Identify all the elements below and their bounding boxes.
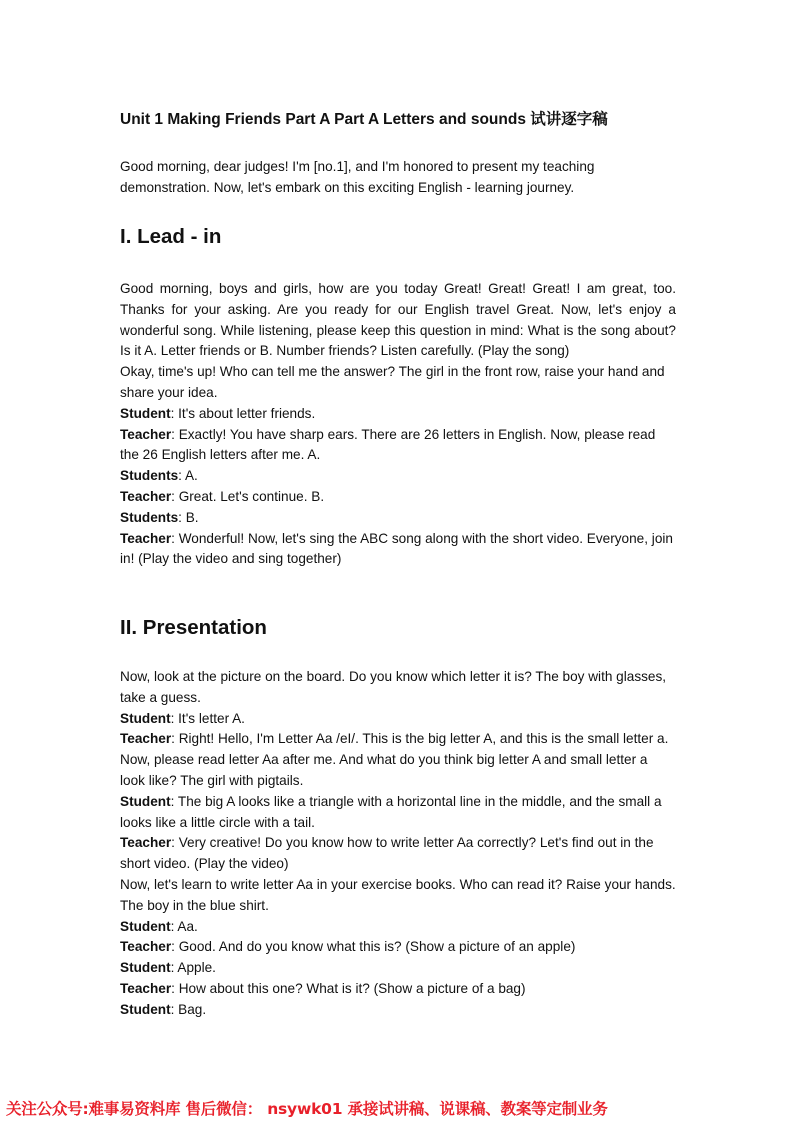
section-heading-lead-in: I. Lead - in bbox=[120, 225, 222, 248]
speaker-label: Student bbox=[120, 405, 171, 421]
speaker-label: Students bbox=[120, 468, 179, 484]
paragraph-text: Okay, time's up! Who can tell me the answer? The girl in the front row, raise your hand and share your idea. bbox=[120, 364, 665, 400]
dialogue-line bbox=[120, 404, 676, 425]
paragraph-text: : A. bbox=[178, 468, 198, 484]
paragraph-text: Good morning, boys and girls, how are you today Great! Great! Great! I am great, too. Thanks for your asking. Are you ready for our English travel Great. Now, let's enjoy a wonderful song. While listening, please keep this question in mind: What is the song about? Is it A. Letter friends or B. Number friends? Listen carefully. (Play the song) bbox=[120, 281, 676, 359]
speaker-label: Teacher bbox=[120, 939, 172, 955]
narration-paragraph bbox=[120, 667, 676, 709]
dialogue-line bbox=[120, 529, 676, 571]
paragraph-text: Now, let's learn to write letter Aa in your exercise books. Who can read it? Raise your hands. The boy in the blue shirt. bbox=[120, 876, 676, 913]
section-body-presentation bbox=[120, 667, 676, 1021]
speaker-label: Student bbox=[120, 793, 171, 809]
section-heading-presentation: II. Presentation bbox=[120, 616, 267, 639]
paragraph-text: : Very creative! Do you know how to write letter Aa correctly? Let's find out in the short video. (Play the video) bbox=[120, 835, 654, 872]
paragraph-text: : Great. Let's continue. B. bbox=[171, 488, 325, 504]
paragraph-text: : Bag. bbox=[170, 1001, 207, 1017]
footer-banner: 关注公众号:难事易资料库 售后微信： nsywk01 承接试讲稿、说课稿、教案等定制业务 bbox=[6, 1100, 608, 1118]
dialogue-line bbox=[120, 466, 676, 487]
speaker-label: Teacher bbox=[120, 835, 172, 851]
paragraph-text: : B. bbox=[178, 509, 199, 525]
speaker-label: Teacher bbox=[120, 530, 172, 546]
paragraph-text: : It's about letter friends. bbox=[170, 405, 316, 421]
narration-paragraph bbox=[120, 875, 676, 917]
narration-paragraph bbox=[120, 279, 676, 362]
narration-paragraph bbox=[120, 362, 676, 404]
paragraph-text: : How about this one? What is it? (Show a picture of a bag) bbox=[171, 980, 526, 996]
paragraph-text: : Right! Hello, I'm Letter Aa /eI/. This is the big letter A, and this is the small letter a. Now, please read letter Aa after me. And what do you think big letter A and small letter a look like? The girl with pigtails. bbox=[120, 731, 669, 788]
section-body-lead-in bbox=[120, 279, 676, 570]
paragraph-text: : It's letter A. bbox=[170, 710, 245, 726]
speaker-label: Students bbox=[120, 509, 179, 525]
dialogue-line bbox=[120, 729, 676, 791]
speaker-label: Teacher bbox=[120, 488, 172, 504]
dialogue-line bbox=[120, 958, 676, 979]
dialogue-line bbox=[120, 833, 676, 875]
paragraph-text: : Good. And do you know what this is? (Show a picture of an apple) bbox=[171, 939, 576, 955]
dialogue-line bbox=[120, 792, 676, 834]
paragraph-text: : Apple. bbox=[170, 960, 216, 976]
paragraph-text: : Exactly! You have sharp ears. There are 26 letters in English. Now, please read the 26 English letters after me. A. bbox=[120, 426, 656, 463]
dialogue-line bbox=[120, 1000, 676, 1021]
dialogue-line bbox=[120, 917, 676, 938]
paragraph-text: : The big A looks like a triangle with a horizontal line in the middle, and the small a looks like a little circle with a tail. bbox=[120, 793, 662, 830]
speaker-label: Student bbox=[120, 710, 171, 726]
dialogue-line bbox=[120, 709, 676, 730]
paragraph-text: : Aa. bbox=[170, 918, 198, 934]
paragraph-text: : Wonderful! Now, let's sing the ABC song along with the short video. Everyone, join in! (Play the video and sing together) bbox=[120, 530, 673, 567]
paragraph-text: Now, look at the picture on the board. Do you know which letter it is? The boy with glasses, take a guess. bbox=[120, 669, 667, 705]
speaker-label: Teacher bbox=[120, 426, 172, 442]
intro-paragraph: Good morning, dear judges! I'm [no.1], and I'm honored to present my teaching demonstration. Now, let's embark on this exciting English - learning journey. bbox=[120, 159, 595, 195]
speaker-label: Student bbox=[120, 1001, 171, 1017]
dialogue-line bbox=[120, 487, 676, 508]
document-title: Unit 1 Making Friends Part A Part A Letters and sounds 试讲逐字稿 bbox=[120, 111, 608, 128]
speaker-label: Student bbox=[120, 918, 171, 934]
speaker-label: Student bbox=[120, 960, 171, 976]
speaker-label: Teacher bbox=[120, 731, 172, 747]
dialogue-line bbox=[120, 508, 676, 529]
speaker-label: Teacher bbox=[120, 980, 172, 996]
dialogue-line bbox=[120, 425, 676, 467]
dialogue-line bbox=[120, 937, 676, 958]
dialogue-line bbox=[120, 979, 676, 1000]
